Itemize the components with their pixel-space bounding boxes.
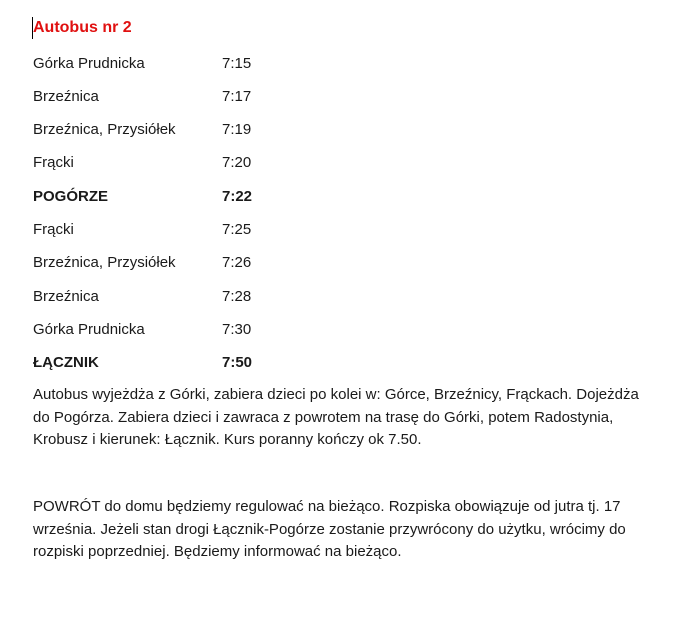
stop-name: POGÓRZE — [33, 188, 109, 205]
schedule-row — [33, 55, 293, 75]
stop-name: Brzeźnica, Przysiółek — [33, 254, 176, 271]
stop-time: 7:30 — [222, 321, 252, 338]
schedule-row — [33, 121, 293, 141]
stop-time: 7:19 — [222, 121, 252, 138]
stop-time: 7:20 — [222, 154, 252, 171]
schedule-row — [33, 321, 293, 341]
schedule-row-highlight — [33, 188, 293, 208]
return-note-paragraph: POWRÓT do domu będziemy regulować na bieżąco. Rozpiska obowiązuje od jutra tj. 17 września. Jeżeli stan drogi Łącznik-Pogórze zostanie przywrócony do użytku, wrócimy do rozpiski poprzedniej. Będziemy informować na bieżąco. — [33, 498, 626, 560]
stop-time: 7:26 — [222, 254, 252, 271]
stop-name: Frącki — [33, 221, 74, 238]
stop-time: 7:28 — [222, 288, 252, 305]
schedule-row-highlight — [33, 354, 293, 374]
stop-time: 7:50 — [222, 354, 253, 371]
route-description-paragraph: Autobus wyjeżdża z Górki, zabiera dzieci po kolei w: Górce, Brzeźnicy, Frąckach. Dojeżdża do Pogórza. Zabiera dzieci i zawraca z powrotem na trasę do Górki, potem Radostynia, Krobusz i kierunek: Łącznik. Kurs poranny kończy ok 7.50. — [33, 386, 639, 448]
stop-time: 7:22 — [222, 188, 253, 205]
stop-name: Brzeźnica — [33, 88, 99, 105]
schedule-row — [33, 88, 293, 108]
stop-name: Frącki — [33, 154, 74, 171]
stop-name: Brzeźnica, Przysiółek — [33, 121, 176, 138]
stop-name: Górka Prudnicka — [33, 55, 145, 72]
stop-time: 7:15 — [222, 55, 252, 72]
schedule-row — [33, 221, 293, 241]
stop-name: Górka Prudnicka — [33, 321, 145, 338]
schedule-row — [33, 288, 293, 308]
stop-name: ŁĄCZNIK — [33, 354, 99, 371]
schedule-row — [33, 254, 293, 274]
schedule-row — [33, 154, 293, 174]
stop-time: 7:17 — [222, 88, 252, 105]
stop-time: 7:25 — [222, 221, 252, 238]
document-title: Autobus nr 2 — [33, 19, 132, 36]
stop-name: Brzeźnica — [33, 288, 99, 305]
